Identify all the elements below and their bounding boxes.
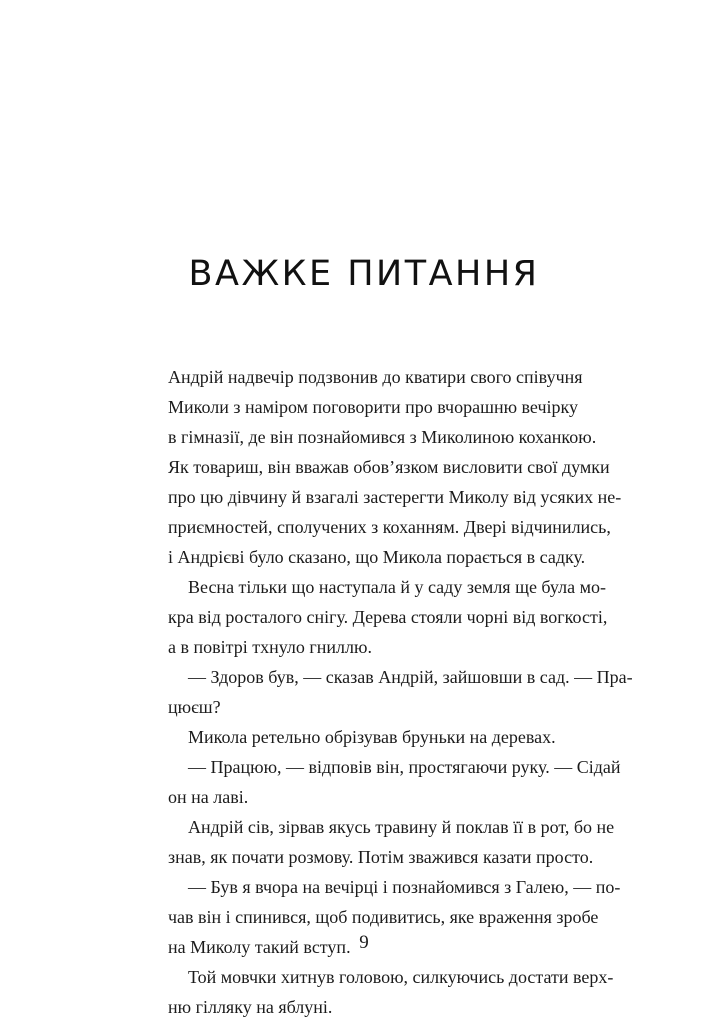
- text-line: — Був я вчора на вечірці і познайомився з Галею, — по-: [188, 877, 621, 897]
- text-line: в гімназії, де він познайомився з Миколиною коханкою.: [168, 427, 597, 447]
- text-line: про цю дівчину й взагалі застерегти Миколу від усяких не-: [168, 487, 622, 507]
- text-line: а в повітрі тхнуло гниллю.: [168, 637, 372, 657]
- chapter-title: ВАЖКЕ ПИТАННЯ: [188, 254, 540, 294]
- text-line: Андрій сів, зірвав якусь травину й поклав її в рот, бо не: [188, 817, 615, 837]
- text-line: знав, як почати розмову. Потім зважився казати просто.: [168, 847, 594, 867]
- text-line: приємностей, сполучених з коханням. Двері відчинились,: [168, 517, 611, 537]
- text-line: он на лаві.: [168, 787, 249, 807]
- text-line: Микола ретельно обрізував бруньки на деревах.: [188, 727, 556, 747]
- text-line: Той мовчки хитнув головою, силкуючись достати верх-: [188, 967, 614, 987]
- text-line: і Андрієві було сказано, що Микола порається в садку.: [168, 547, 586, 567]
- text-line: цюєш?: [168, 697, 221, 717]
- text-line: чав він і спинився, щоб подивитись, яке враження зробе: [168, 907, 599, 927]
- chapter-body: [168, 362, 633, 1022]
- text-line: — Працюю, — відповів він, простягаючи руку. — Сідай: [188, 757, 621, 777]
- text-line: ню гілляку на яблуні.: [168, 997, 333, 1017]
- page-number: 9: [359, 932, 369, 953]
- text-line: кра від росталого снігу. Дерева стояли чорні від вогкості,: [168, 607, 608, 627]
- text-line: — Здоров був, — сказав Андрій, зайшовши в сад. — Пра-: [188, 667, 633, 687]
- text-line: Весна тільки що наступала й у саду земля ще була мо-: [188, 577, 606, 597]
- text-line: на Миколу такий вступ.: [168, 937, 351, 957]
- text-line: Миколи з наміром поговорити про вчорашню вечірку: [168, 397, 579, 417]
- text-line: Андрій надвечір подзвонив до кватири свого співучня: [168, 367, 583, 387]
- text-line: Як товариш, він вважав обов’язком висловити свої думки: [168, 457, 610, 477]
